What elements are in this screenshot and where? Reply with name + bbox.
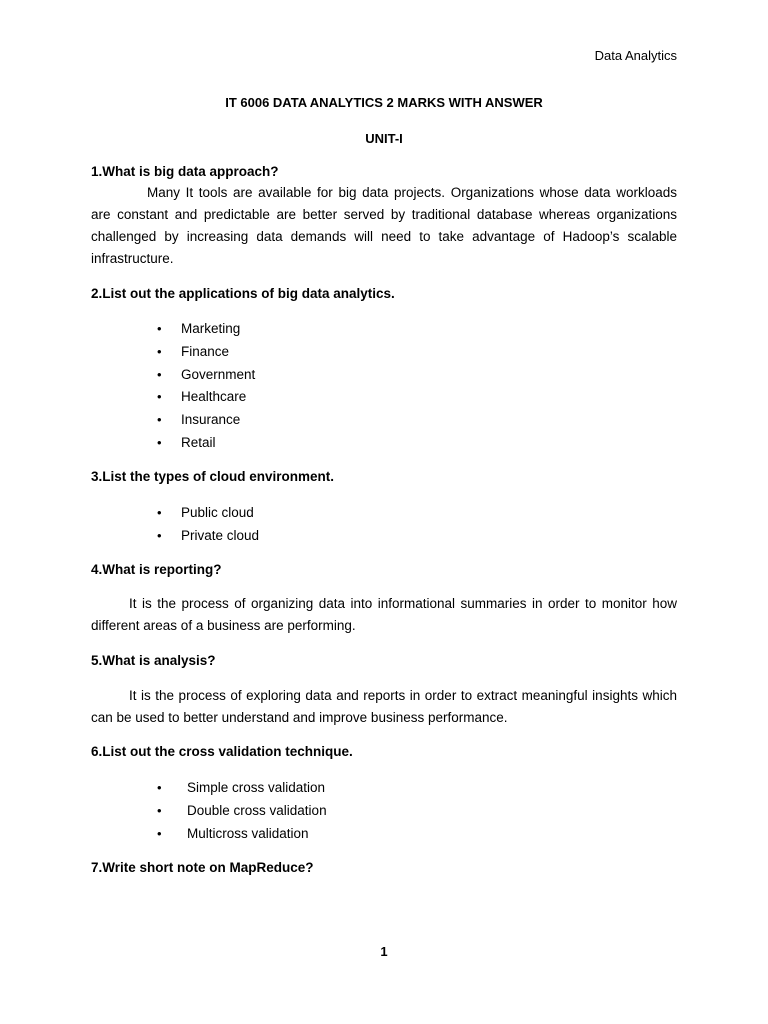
list-item: • Insurance	[155, 409, 255, 432]
document-title: IT 6006 DATA ANALYTICS 2 MARKS WITH ANSWER	[225, 95, 543, 110]
bullet-list	[155, 318, 255, 455]
list-item: • Double cross validation	[155, 800, 327, 823]
question-heading: 6.List out the cross validation technique.	[91, 744, 353, 759]
answer-paragraph: Many It tools are available for big data projects. Organizations whose data workloads are constant and predictable are better served by traditional database whereas organizations challenged by increasing data demands will need to take advantage of Hadoop’s scalable infrastructure.	[91, 185, 677, 266]
list-item: • Marketing	[155, 318, 255, 341]
bullet-icon: •	[157, 412, 162, 428]
bullet-icon: •	[157, 780, 162, 795]
list-item: • Retail	[155, 432, 255, 455]
question-heading: 5.What is analysis?	[91, 653, 216, 668]
bullet-icon: •	[157, 434, 162, 450]
list-item: • Finance	[155, 341, 255, 364]
page-number: 1	[380, 944, 388, 959]
list-item: • Multicross validation	[155, 823, 327, 846]
bullet-icon: •	[157, 321, 162, 336]
question-heading: 4.What is reporting?	[91, 562, 222, 577]
unit-heading: UNIT-I	[365, 131, 403, 146]
answer-paragraph: It is the process of exploring data and reports in order to extract meaningful insights which can be used to better understand and improve business performance.	[91, 688, 677, 725]
list-item: • Healthcare	[155, 386, 255, 409]
list-item: • Simple cross validation	[155, 777, 327, 800]
bullet-list	[155, 777, 327, 845]
list-item: • Public cloud	[155, 502, 259, 525]
bullet-icon: •	[157, 825, 162, 841]
question-heading: 2.List out the applications of big data analytics.	[91, 286, 395, 301]
answer-paragraph: It is the process of organizing data into informational summaries in order to monitor how different areas of a business are performing.	[91, 596, 677, 633]
bullet-icon: •	[157, 366, 162, 382]
question-heading: 3.List the types of cloud environment.	[91, 469, 335, 484]
bullet-icon: •	[157, 505, 162, 520]
question-heading: 7.Write short note on MapReduce?	[91, 860, 314, 875]
bullet-icon: •	[157, 527, 162, 543]
bullet-list	[155, 502, 259, 548]
bullet-icon: •	[157, 343, 162, 359]
question-heading: 1.What is big data approach?	[91, 164, 279, 179]
bullet-icon: •	[157, 802, 162, 818]
bullet-icon: •	[157, 389, 162, 405]
list-item: • Private cloud	[155, 525, 259, 548]
list-item: • Government	[155, 364, 255, 387]
running-header: Data Analytics	[594, 48, 677, 63]
